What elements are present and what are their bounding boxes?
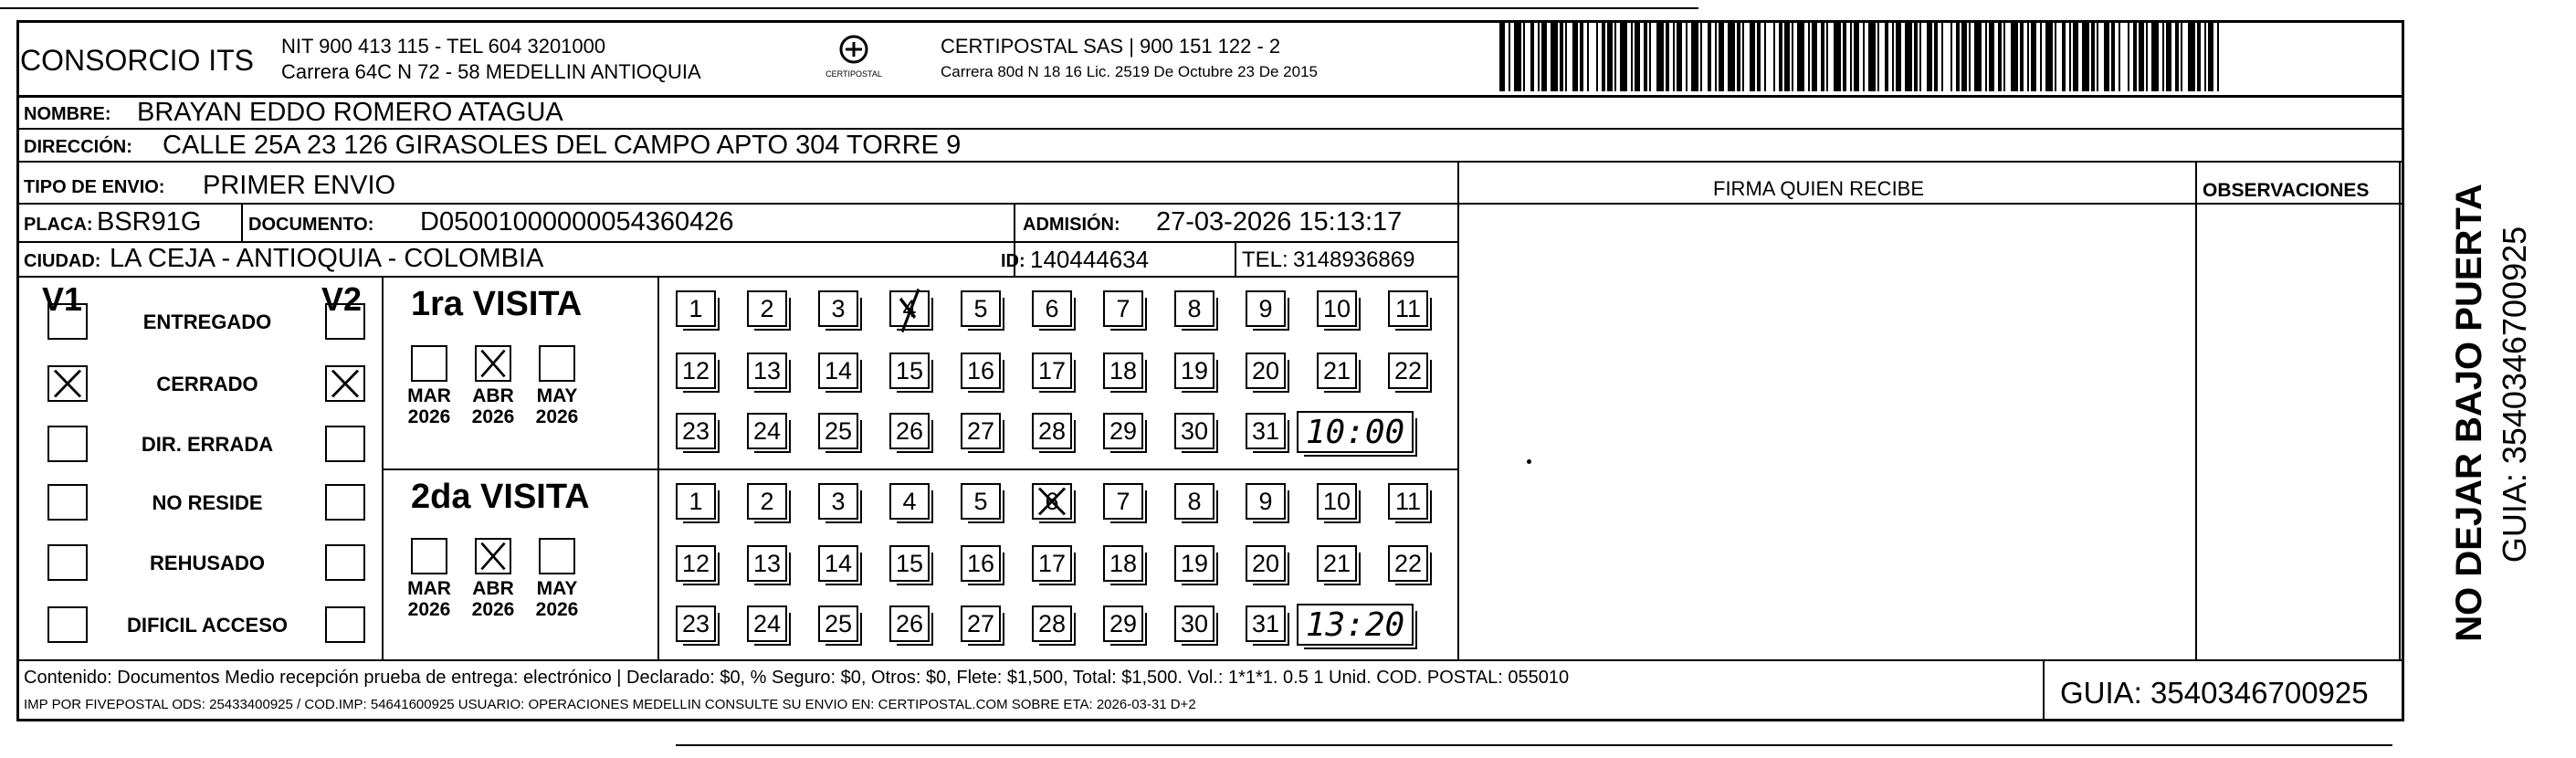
barcode-bar xyxy=(2133,22,2137,91)
barcode-bar xyxy=(1750,22,1755,91)
barcode-bar xyxy=(1523,22,1525,91)
barcode-bar xyxy=(1896,22,1901,91)
status-label: ENTREGADO xyxy=(142,311,272,333)
time-box[interactable]: 10:00 xyxy=(1297,411,1414,453)
barcode-bar xyxy=(2175,22,2179,91)
barcode-bar xyxy=(1620,22,1627,91)
tel-label: TEL: xyxy=(1242,247,1288,272)
day-box[interactable]: 27 xyxy=(961,605,1001,642)
month-checkbox[interactable] xyxy=(411,538,447,574)
tipo-value: PRIMER ENVIO xyxy=(203,171,396,200)
barcode-bar xyxy=(1631,22,1633,91)
barcode xyxy=(1498,22,2224,91)
barcode-bar xyxy=(1974,22,1982,91)
barcode-bar xyxy=(2197,22,2201,91)
day-box[interactable]: 13 xyxy=(747,353,787,389)
v2-header: V2 xyxy=(321,280,363,318)
day-box[interactable]: 9 xyxy=(1246,483,1286,520)
day-box[interactable]: 28 xyxy=(1032,413,1072,449)
barcode-bar xyxy=(2128,22,2129,91)
v2-checkbox[interactable] xyxy=(325,365,365,402)
day-box[interactable]: 10 xyxy=(1317,483,1357,520)
barcode-bar xyxy=(1538,22,1540,91)
barcode-bar xyxy=(2188,22,2195,91)
day-box[interactable]: 24 xyxy=(747,413,787,449)
day-box[interactable]: 2 xyxy=(747,290,787,327)
day-box[interactable]: 13 xyxy=(747,545,787,582)
status-label: DIFICIL ACCESO xyxy=(126,614,288,637)
day-box[interactable]: 25 xyxy=(818,413,858,449)
barcode-bar xyxy=(1779,22,1782,91)
barcode-bar xyxy=(1773,22,1775,91)
barcode-bar xyxy=(2020,22,2024,91)
svg-text:CERTIPOSTAL: CERTIPOSTAL xyxy=(825,69,882,79)
direccion-value: CALLE 25A 23 126 GIRASOLES DEL CAMPO APTO 304 TORRE 9 xyxy=(163,131,962,160)
day-box[interactable]: 3 xyxy=(818,483,858,520)
barcode-bar xyxy=(1700,22,1702,91)
barcode-bar xyxy=(1509,22,1510,91)
v1-checkbox[interactable] xyxy=(47,544,88,581)
barcode-bar xyxy=(1614,22,1616,91)
rule-v-vis2 xyxy=(657,468,659,659)
side-guia: GUIA: 3540346700925 xyxy=(2496,226,2533,563)
ciudad-value: LA CEJA - ANTIOQUIA - COLOMBIA xyxy=(110,244,544,273)
rule-ciudad xyxy=(16,276,1457,278)
barcode-bar xyxy=(1919,22,1921,91)
barcode-bar xyxy=(1989,22,1994,91)
barcode-bar xyxy=(1580,22,1583,91)
barcode-bar xyxy=(1892,22,1894,91)
day-box[interactable]: 26 xyxy=(889,413,930,449)
barcode-bar xyxy=(2011,22,2018,91)
barcode-bar xyxy=(1854,22,1859,91)
no-dejar-warning: NO DEJAR BAJO PUERTA xyxy=(2449,184,2489,642)
rule-v-firma-right xyxy=(2195,161,2197,659)
day-box[interactable]: 19 xyxy=(1174,353,1214,389)
barcode-bar xyxy=(1596,22,1598,91)
barcode-bar xyxy=(1985,22,1987,91)
barcode-bar xyxy=(1607,22,1613,91)
barcode-bar xyxy=(1541,22,1547,91)
day-box[interactable]: 5 xyxy=(961,290,1001,327)
rule-tipo xyxy=(16,203,2404,205)
placa-label: PLACA: xyxy=(24,215,93,235)
barcode-bar xyxy=(1666,22,1669,91)
barcode-bar xyxy=(1551,22,1558,91)
day-box[interactable]: 11 xyxy=(1388,483,1428,520)
barcode-bar xyxy=(1821,22,1824,91)
barcode-bar xyxy=(2162,22,2164,91)
month-checkbox[interactable] xyxy=(539,538,575,574)
company-name: CONSORCIO ITS xyxy=(20,44,255,77)
day-box[interactable]: 12 xyxy=(676,545,716,582)
day-box[interactable]: 22 xyxy=(1388,545,1428,582)
day-box[interactable]: 2 xyxy=(747,483,787,520)
barcode-bar xyxy=(1808,22,1810,91)
barcode-bar xyxy=(2082,22,2089,91)
day-box[interactable]: 10 xyxy=(1317,290,1357,327)
nombre-value: BRAYAN EDDO ROMERO ATAGUA xyxy=(137,98,563,127)
barcode-bar xyxy=(1826,22,1828,91)
barcode-bar xyxy=(1514,22,1521,91)
month-label: MAR 2026 xyxy=(407,578,451,621)
barcode-bar xyxy=(1677,22,1682,91)
barcode-bar xyxy=(1719,22,1724,91)
barcode-bar xyxy=(1764,22,1766,91)
v1-checkbox[interactable] xyxy=(47,365,88,402)
day-box[interactable]: 16 xyxy=(961,545,1001,582)
day-box[interactable]: 7 xyxy=(1103,483,1143,520)
footer-guia: GUIA: 3540346700925 xyxy=(2060,676,2369,710)
barcode-bar xyxy=(2069,22,2071,91)
day-box[interactable]: 21 xyxy=(1317,545,1357,582)
day-box[interactable]: 25 xyxy=(818,605,858,642)
barcode-bar xyxy=(2055,22,2056,91)
day-box[interactable]: 15 xyxy=(889,545,930,582)
barcode-bar xyxy=(2073,22,2078,91)
day-box[interactable]: 29 xyxy=(1103,605,1143,642)
barcode-bar xyxy=(2217,22,2219,91)
rule-v-grid-right xyxy=(1457,161,1459,659)
x-mark-icon xyxy=(327,367,363,400)
carrier-line: CERTIPOSTAL SAS | 900 151 122 - 2 xyxy=(941,35,1281,58)
barcode-bar xyxy=(1656,22,1664,91)
ciudad-label: CIUDAD: xyxy=(24,251,101,271)
status-label: NO RESIDE xyxy=(152,491,263,514)
v2-checkbox[interactable] xyxy=(325,426,365,462)
nombre-label: NOMBRE: xyxy=(24,104,111,124)
day-box[interactable]: 21 xyxy=(1317,353,1357,389)
slash-mark-icon xyxy=(891,287,928,334)
rule-direccion xyxy=(16,161,2404,163)
barcode-bar xyxy=(2031,22,2036,91)
barcode-bar xyxy=(1877,22,1879,91)
day-box[interactable]: 18 xyxy=(1103,353,1143,389)
day-box[interactable]: 30 xyxy=(1174,413,1214,449)
barcode-bar xyxy=(1784,22,1790,91)
barcode-bar xyxy=(2040,22,2042,91)
license-line: Carrera 80d N 18 16 Lic. 2519 De Octubre 23 De 2015 xyxy=(941,63,1318,80)
signature-dot xyxy=(1527,459,1531,464)
barcode-bar xyxy=(1715,22,1717,91)
tel-value: 3148936869 xyxy=(1293,247,1415,272)
observaciones-header: OBSERVACIONES xyxy=(2203,180,2370,201)
barcode-bar xyxy=(2062,22,2066,91)
id-value: 140444634 xyxy=(1030,246,1150,273)
day-box[interactable]: 5 xyxy=(961,483,1001,520)
barcode-bar xyxy=(1941,22,1943,91)
day-box[interactable]: 17 xyxy=(1032,545,1072,582)
top-rule xyxy=(0,7,1698,9)
barcode-bar xyxy=(2166,22,2171,91)
month-checkbox[interactable] xyxy=(475,538,511,574)
barcode-bar xyxy=(2151,22,2159,91)
v1-checkbox[interactable] xyxy=(47,484,88,521)
barcode-bar xyxy=(1834,22,1841,91)
barcode-bar xyxy=(1565,22,1567,91)
x-mark-icon xyxy=(477,347,510,380)
barcode-bar xyxy=(2097,22,2098,91)
rule-v-placa xyxy=(241,203,243,241)
day-box[interactable]: 6 xyxy=(1032,290,1072,327)
day-box[interactable]: 1 xyxy=(676,290,716,327)
day-box[interactable]: 3 xyxy=(818,290,858,327)
status-label: CERRADO xyxy=(156,373,258,395)
barcode-bar xyxy=(1572,22,1578,91)
v2-checkbox[interactable] xyxy=(325,303,365,340)
nit-line: NIT 900 413 115 - TEL 604 3201000 xyxy=(281,35,606,58)
day-box[interactable]: 31 xyxy=(1246,605,1286,642)
barcode-bar xyxy=(1649,22,1651,91)
barcode-bar xyxy=(1905,22,1912,91)
day-box[interactable]: 1 xyxy=(676,483,716,520)
barcode-bar xyxy=(1691,22,1698,91)
day-box[interactable]: 14 xyxy=(818,353,858,389)
barcode-bar xyxy=(1914,22,1918,91)
barcode-bar xyxy=(1560,22,1563,91)
v1-checkbox[interactable] xyxy=(47,303,88,340)
day-box[interactable]: 9 xyxy=(1246,290,1286,327)
day-box[interactable]: 26 xyxy=(889,605,930,642)
address-line: Carrera 64C N 72 - 58 MEDELLIN ANTIOQUIA xyxy=(281,60,701,83)
rule-nombre xyxy=(16,128,2404,130)
barcode-bar xyxy=(1530,22,1534,91)
barcode-bar xyxy=(1969,22,1971,91)
barcode-bar xyxy=(1885,22,1888,91)
admision-label: ADMISIÓN: xyxy=(1023,215,1120,235)
day-box[interactable]: 19 xyxy=(1174,545,1214,582)
barcode-bar xyxy=(1868,22,1876,91)
day-box[interactable]: 27 xyxy=(961,413,1001,449)
barcode-bar xyxy=(1956,22,1960,91)
v2-checkbox[interactable] xyxy=(325,484,365,521)
month-checkbox[interactable] xyxy=(411,345,447,382)
barcode-bar xyxy=(1742,22,1744,91)
visit-title: 2da VISITA xyxy=(411,478,590,516)
firma-header: FIRMA QUIEN RECIBE xyxy=(1713,177,1925,200)
barcode-bar xyxy=(1587,22,1589,91)
x-mark-icon xyxy=(1034,485,1070,518)
status-label: REHUSADO xyxy=(150,552,265,574)
rule-v-left-col xyxy=(382,276,384,659)
tipo-label: TIPO DE ENVIO: xyxy=(24,177,165,197)
barcode-bar xyxy=(1737,22,1740,91)
rule-placa xyxy=(16,241,1457,243)
time-box[interactable]: 13:20 xyxy=(1297,604,1414,646)
day-box[interactable]: 12 xyxy=(676,353,716,389)
rule-v-obs-right xyxy=(2399,161,2401,659)
barcode-bar xyxy=(2146,22,2148,91)
barcode-bar xyxy=(2091,22,2095,91)
barcode-bar xyxy=(1934,22,1938,91)
day-box[interactable]: 16 xyxy=(961,353,1001,389)
day-box[interactable]: 23 xyxy=(676,413,716,449)
day-box[interactable]: 22 xyxy=(1388,353,1428,389)
rule-v-guia xyxy=(2043,659,2045,721)
barcode-bar xyxy=(2003,22,2005,91)
day-box[interactable]: 8 xyxy=(1174,290,1214,327)
barcode-bar xyxy=(1673,22,1675,91)
day-box[interactable]: 7 xyxy=(1103,290,1143,327)
v2-checkbox[interactable] xyxy=(325,544,365,581)
month-label: ABR 2026 xyxy=(471,578,515,621)
placa-value: BSR91G xyxy=(97,207,202,237)
barcode-bar xyxy=(1499,22,1505,91)
rule-footer xyxy=(16,659,2404,661)
barcode-bar xyxy=(1635,22,1640,91)
barcode-bar xyxy=(2119,22,2120,91)
barcode-bar xyxy=(1843,22,1846,91)
footer-content-line: Contenido: Documentos Medio recepción prueba de entrega: electrónico | Declarado: $0, % Seguro: $0, Otros: $0, Flete: $1,500, Total: $1,500. Vol.: 1*1*1. 0.5 1 Unid. COD. POSTAL: 055010 xyxy=(24,668,1570,688)
v2-checkbox[interactable] xyxy=(325,606,365,643)
barcode-bar xyxy=(2204,22,2206,91)
barcode-bar xyxy=(2027,22,2029,91)
day-box[interactable]: 4 xyxy=(889,290,930,327)
v1-checkbox[interactable] xyxy=(47,426,88,462)
rule-grid-mid xyxy=(382,468,1457,470)
month-checkbox[interactable] xyxy=(539,345,575,382)
status-label: DIR. ERRADA xyxy=(141,433,274,456)
day-box[interactable]: 31 xyxy=(1246,413,1286,449)
month-label: ABR 2026 xyxy=(471,385,515,428)
admision-value: 27-03-2026 15:13:17 xyxy=(1156,207,1403,237)
day-box[interactable]: 29 xyxy=(1103,413,1143,449)
barcode-bar xyxy=(2045,22,2053,91)
day-box[interactable]: 8 xyxy=(1174,483,1214,520)
rule-v-vis1 xyxy=(657,276,659,468)
barcode-bar xyxy=(2208,22,2213,91)
day-box[interactable]: 4 xyxy=(889,483,930,520)
barcode-bar xyxy=(1961,22,1967,91)
day-box[interactable]: 20 xyxy=(1246,545,1286,582)
barcode-bar xyxy=(2104,22,2109,91)
barcode-bar xyxy=(2139,22,2144,91)
day-box[interactable]: 24 xyxy=(747,605,787,642)
day-box[interactable]: 6 xyxy=(1032,483,1072,520)
documento-label: DOCUMENTO: xyxy=(248,215,374,235)
barcode-bar xyxy=(1950,22,1952,91)
id-label: ID: xyxy=(1001,251,1025,271)
barcode-bar xyxy=(1792,22,1793,91)
day-box[interactable]: 15 xyxy=(889,353,930,389)
barcode-bar xyxy=(1927,22,1932,91)
day-box[interactable]: 28 xyxy=(1032,605,1072,642)
x-mark-icon xyxy=(477,540,510,573)
footer-imp-line: IMP POR FIVEPOSTAL ODS: 25433400925 / COD.IMP: 54641600925 USUARIO: OPERACIONES MEDELLIN CONSULTE SU ENVIO EN: CERTIPOSTAL.COM SOBRE ETA: 2026-03-31 D+2 xyxy=(24,697,1196,712)
month-label: MAR 2026 xyxy=(407,385,451,428)
barcode-bar xyxy=(1863,22,1865,91)
documento-value: D05001000000054360426 xyxy=(420,207,734,237)
day-box[interactable]: 14 xyxy=(818,545,858,582)
day-box[interactable]: 30 xyxy=(1174,605,1214,642)
day-box[interactable]: 23 xyxy=(676,605,716,642)
barcode-bar xyxy=(2181,22,2182,91)
day-box[interactable]: 20 xyxy=(1246,353,1286,389)
barcode-bar xyxy=(1686,22,1688,91)
barcode-bar xyxy=(1708,22,1711,91)
barcode-bar xyxy=(1757,22,1761,91)
v1-checkbox[interactable] xyxy=(47,606,88,643)
day-box[interactable]: 11 xyxy=(1388,290,1428,327)
v1-header: V1 xyxy=(42,280,83,318)
barcode-bar xyxy=(2111,22,2115,91)
month-checkbox[interactable] xyxy=(475,345,511,382)
day-box[interactable]: 17 xyxy=(1032,353,1072,389)
barcode-bar xyxy=(1728,22,1735,91)
x-mark-icon xyxy=(49,367,86,400)
barcode-bar xyxy=(1602,22,1605,91)
barcode-bar xyxy=(1998,22,2002,91)
rule-v-tel xyxy=(1235,241,1236,276)
barcode-bar xyxy=(1797,22,1804,91)
month-label: MAY 2026 xyxy=(535,578,579,621)
certipostal-logo xyxy=(813,33,895,80)
day-box[interactable]: 18 xyxy=(1103,545,1143,582)
visit-title: 1ra VISITA xyxy=(411,285,583,323)
direccion-label: DIRECCIÓN: xyxy=(24,137,132,157)
bottom-rule xyxy=(676,744,2392,746)
barcode-bar xyxy=(1812,22,1817,91)
barcode-bar xyxy=(1644,22,1647,91)
barcode-bar xyxy=(1850,22,1852,91)
month-label: MAY 2026 xyxy=(535,385,579,428)
